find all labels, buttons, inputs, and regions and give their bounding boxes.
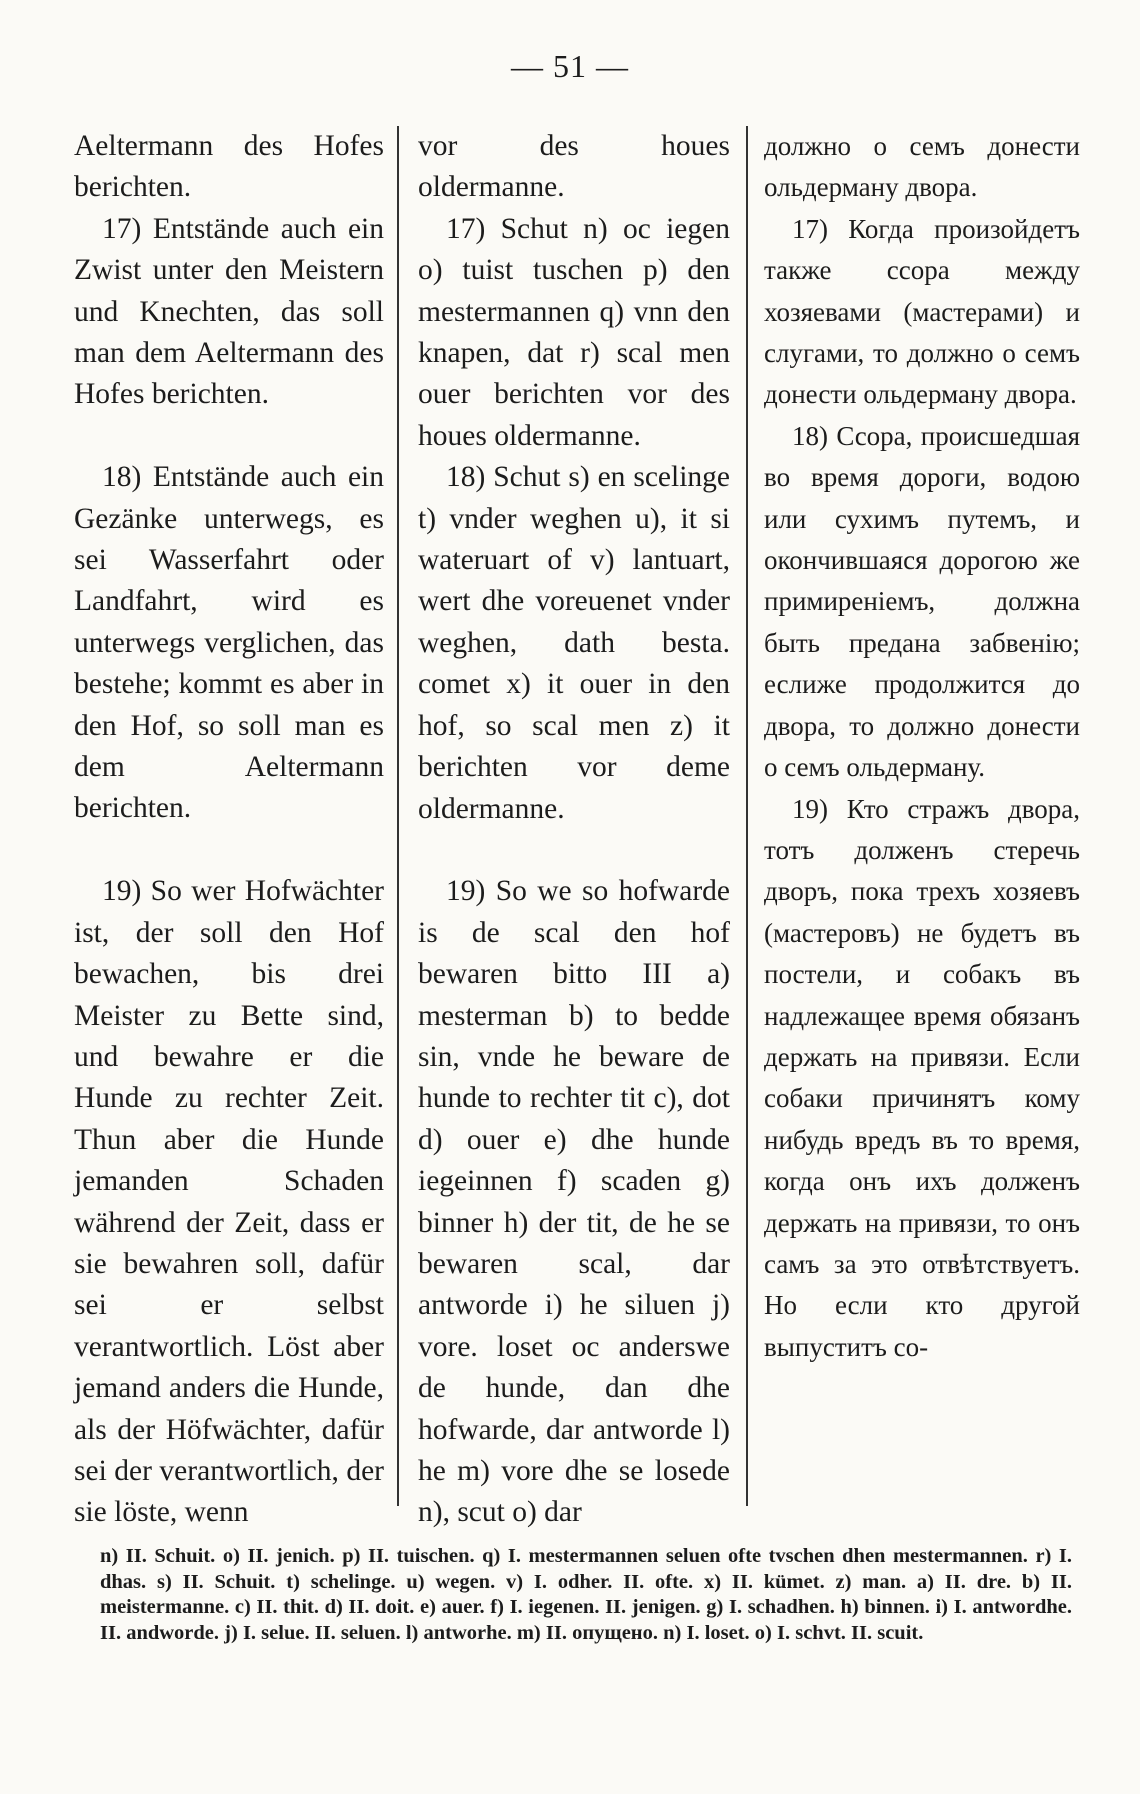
russian-paragraph-19: 19) Кто стражъ двора, тотъ долженъ стеречь дворъ, пока трехъ хозяевъ (мастеровъ) не будетъ въ постели, и собакъ въ надлежащее время обязанъ держать на привязи. Если собаки причинятъ кому нибудь вредъ въ то время, когда онъ ихъ долженъ держать на привязи, то онъ самъ за это отвѣтствуетъ. Но если кто другой выпуститъ со-: [764, 793, 1080, 1362]
low-german-paragraph-18: 18) Schut s) en scelinge t) vnder weghen u), it si wateruart of v) lantuart, wert dhe voreuenet vnder weghen, dath besta. comet x) it ouer in den hof, so scal men z) it berichten vor deme oldermanne.: [418, 461, 730, 825]
russian-paragraph-17: 17) Когда произойдетъ также ссора между хозяевами (мастерами) и слугами, то должно о семъ донести ольдерману двора.: [764, 213, 1080, 410]
low-german-column: [418, 126, 730, 1534]
low-german-paragraph-17: 17) Schut n) oc iegen o) tuist tuschen p) den mestermannen q) vnn den knapen, dat r) scal men ouer berichten vor des houes oldermanne.: [418, 212, 730, 452]
low-german-paragraph-16-end: vor des houes oldermanne.: [418, 130, 730, 204]
russian-column: [764, 126, 1080, 1368]
page-number: — 51 —: [511, 48, 629, 84]
russian-paragraph-18: 18) Ссора, происшедшая во время дороги, водою или сухимъ путемъ, и окончившаяся дорогою же примиреніемъ, должна быть предана забвенію; еслиже продолжится до двора, то должно донести о семъ ольдерману.: [764, 420, 1080, 783]
german-paragraph-17: 17) Entstände auch ein Zwist unter den Meistern und Knechten, das soll man dem Aeltermann des Hofes berichten.: [74, 212, 384, 411]
german-paragraph-16-end: Aeltermann des Hofes berichten.: [74, 130, 384, 204]
german-column: [74, 126, 384, 1534]
low-german-paragraph-19: 19) So we so hofwarde is de scal den hof bewaren bitto III a) mesterman b) to bedde sin, vnde he beware de hunde to rechter tit c), dot d) ouer e) dhe hunde iegeinnen f) scaden g) binner h) der tit, de he se bewaren scal, dar antworde i) he siluen j) vore. loset oc anderswe de hunde, dan dhe hofwarde, dar antworde l) he m) vore dhe se losede n), scut o) dar: [418, 875, 730, 1529]
russian-paragraph-16-end: должно о семъ донести ольдерману двора.: [764, 131, 1080, 203]
footnotes: n) II. Schuit. o) II. jenich. p) II. tuischen. q) I. mestermannen seluen ofte tvschen dhen mestermannen. r) I. dhas. s) II. Schuit. t) schelinge. u) wegen. v) I. odher. II. ofte. x) II. kümet. z) man. a) II. dre. b) II. meistermanne. c) II. thit. d) II. doit. e) auer. f) I. iegenen. II. jenigen. g) I. schadhen. h) binnen. i) I. antwordhe. II. andworde. j) I. selue. II. seluen. l) antworhe. m) II. опущено. n) I. loset. o) I. schvt. II. scuit.: [100, 1545, 1072, 1644]
column-divider-left: [397, 126, 399, 1506]
german-paragraph-18: 18) Entstände auch ein Gezänke unterwegs, es sei Wasserfahrt oder Landfahrt, wird es unterwegs verglichen, das bestehe; kommt es aber in den Hof, so soll man es dem Aeltermann berichten.: [74, 461, 384, 825]
column-divider-right: [746, 126, 748, 1506]
german-paragraph-19: 19) So wer Hofwächter ist, der soll den Hof bewachen, bis drei Meister zu Bette sind, und bewahre er die Hunde zu rechter Zeit. Thun aber die Hunde jemanden Schaden während der Zeit, dass er sie bewahren soll, dafür sei er selbst verantwortlich. Löst aber jemand anders die Hunde, als der Höfwächter, dafür sei der verantwortlich, der sie löste, wenn: [74, 875, 384, 1529]
